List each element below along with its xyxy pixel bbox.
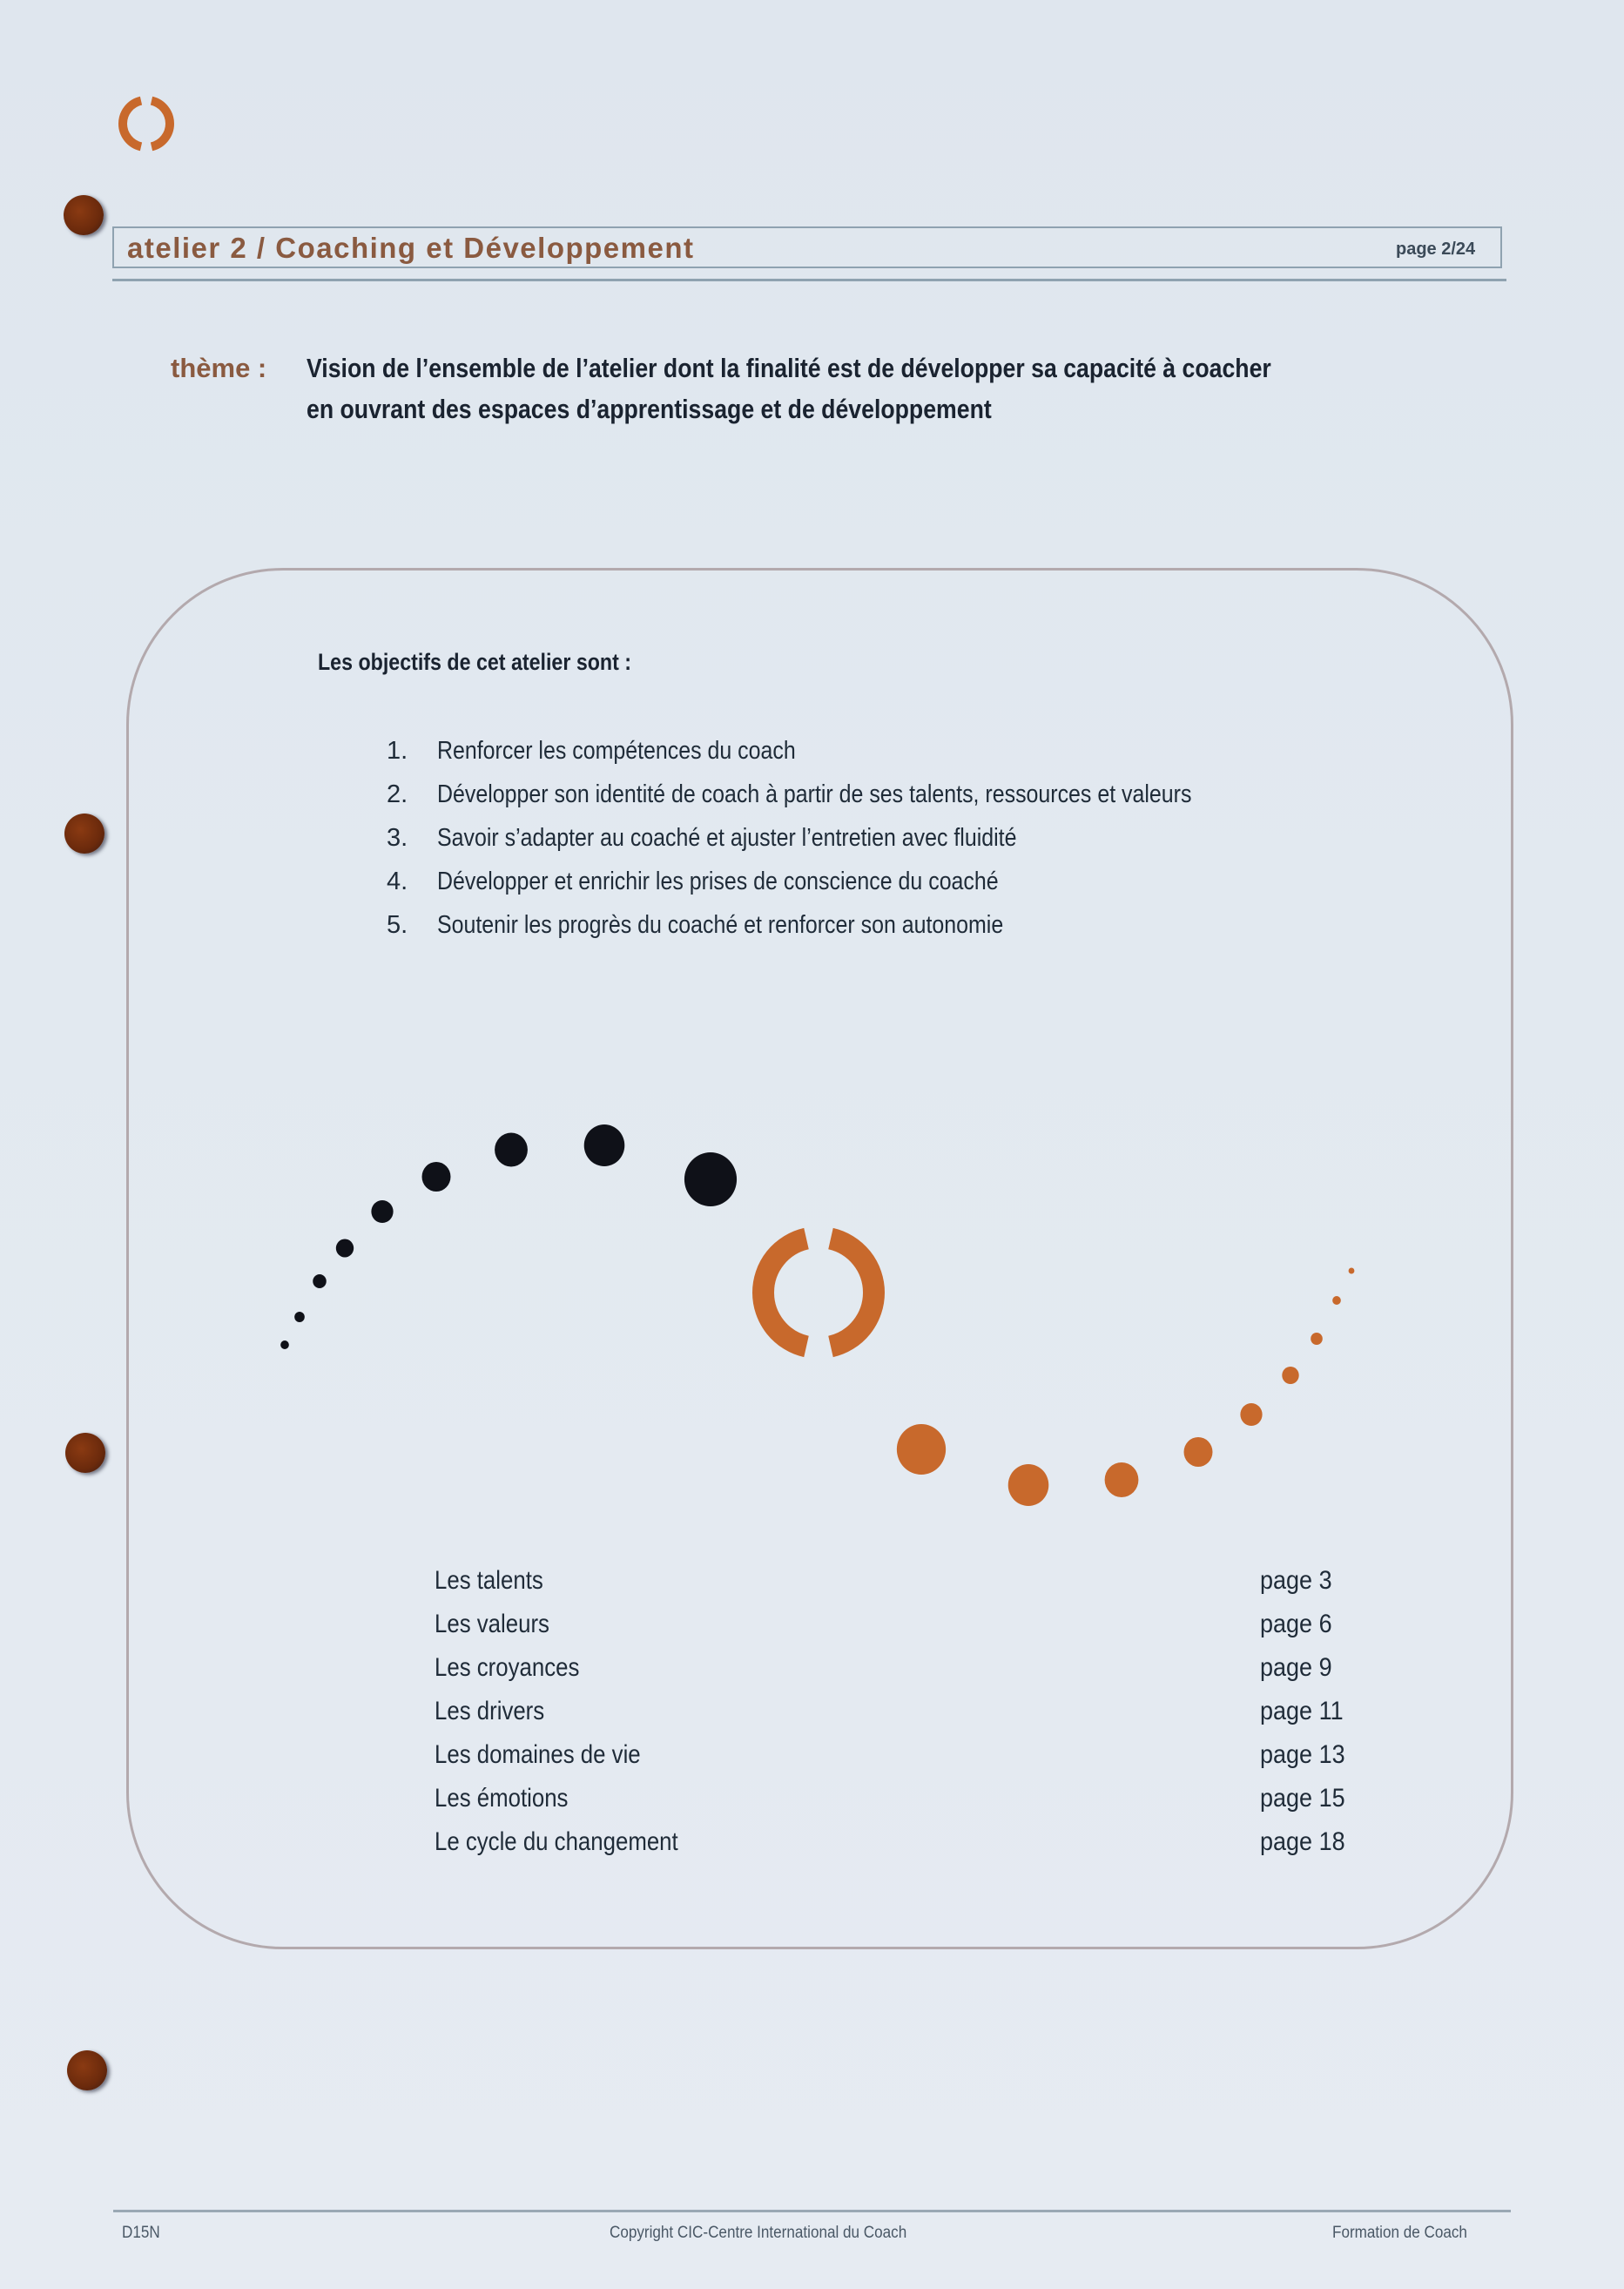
objective-text: Renforcer les compétences du coach (437, 737, 796, 765)
toc-label[interactable]: Les drivers (435, 1697, 545, 1725)
theme-text: Vision de l’ensemble de l’atelier dont la finalité est de développer sa capacité à coacher (307, 353, 1271, 383)
theme-label: thème : (171, 353, 267, 383)
page-title: atelier 2 / Coaching et Développement (127, 232, 695, 264)
binder-hole (64, 814, 104, 854)
top-logo-ring (123, 101, 170, 147)
objective-number: 1. (387, 737, 408, 765)
toc-page-ref[interactable] (1260, 1610, 1340, 1639)
cic-ring-logo-icon (123, 101, 170, 147)
binder-hole (65, 1433, 105, 1473)
objective-item (437, 868, 1090, 896)
objective-item (437, 737, 854, 766)
objective-text: Soutenir les progrès du coaché et renforcer son autonomie (437, 911, 1004, 939)
toc-label[interactable]: Le cycle du changement (435, 1827, 678, 1856)
footer-copyright-text: Copyright CIC-Centre International du Coach (610, 2224, 907, 2242)
toc-page-ref[interactable] (1260, 1784, 1354, 1813)
toc-label[interactable]: Les croyances (435, 1653, 580, 1682)
toc-label[interactable]: Les valeurs (435, 1610, 549, 1638)
footer-course (1332, 2224, 1482, 2243)
toc-entry[interactable] (435, 1653, 603, 1683)
objective-item (437, 824, 1111, 853)
footer-course-text: Formation de Coach (1332, 2224, 1467, 2242)
toc-entry[interactable] (435, 1566, 561, 1596)
objective-number: 5. (387, 911, 408, 939)
toc-label[interactable]: Les domaines de vie (435, 1740, 641, 1769)
toc-label[interactable]: Les émotions (435, 1784, 569, 1813)
objectives-heading-text: Les objectifs de cet atelier sont : (318, 649, 632, 675)
objective-item (437, 780, 1315, 809)
toc-entry[interactable] (435, 1784, 590, 1813)
toc-label[interactable]: Les talents (435, 1566, 543, 1595)
objective-text: Développer et enrichir les prises de conscience du coaché (437, 868, 999, 895)
page-number: page 2/24 (1396, 240, 1476, 259)
objective-number: 3. (387, 824, 408, 852)
toc-page[interactable]: page 13 (1260, 1740, 1345, 1769)
logo-arc (123, 101, 141, 147)
toc-page-ref[interactable] (1260, 1697, 1352, 1726)
objectives-heading (318, 649, 683, 676)
toc-page[interactable]: page 3 (1260, 1566, 1332, 1595)
theme-text: en ouvrant des espaces d’apprentissage et de développement (307, 394, 992, 424)
toc-entry[interactable] (435, 1827, 718, 1857)
footer-code-text: D15N (122, 2224, 160, 2242)
toc-page[interactable]: page 9 (1260, 1653, 1332, 1682)
toc-page-ref[interactable] (1260, 1740, 1354, 1770)
toc-page[interactable]: page 18 (1260, 1827, 1345, 1856)
toc-entry[interactable] (435, 1697, 563, 1726)
objective-text: Savoir s’adapter au coaché et ajuster l’entretien avec fluidité (437, 824, 1017, 852)
objective-number: 4. (387, 868, 408, 895)
binder-hole (64, 195, 104, 235)
toc-entry[interactable] (435, 1740, 674, 1770)
toc-page-ref[interactable] (1260, 1653, 1340, 1683)
toc-page-ref[interactable] (1260, 1566, 1340, 1596)
theme-text-line (307, 394, 1103, 425)
toc-page-ref[interactable] (1260, 1827, 1354, 1857)
objective-number: 2. (387, 780, 408, 808)
logo-arc (152, 101, 170, 147)
objective-item (437, 911, 1095, 940)
toc-entry[interactable] (435, 1610, 568, 1639)
binder-hole (67, 2050, 107, 2090)
header-divider (112, 279, 1506, 281)
footer-code (122, 2224, 165, 2243)
toc-page[interactable]: page 15 (1260, 1784, 1345, 1813)
toc-page[interactable]: page 6 (1260, 1610, 1332, 1638)
footer-copyright (610, 2224, 940, 2243)
objective-text: Développer son identité de coach à partir de ses talents, ressources et valeurs (437, 780, 1192, 808)
theme-text-line (307, 353, 1428, 384)
toc-page[interactable]: page 11 (1260, 1697, 1344, 1725)
footer-divider (113, 2210, 1511, 2212)
